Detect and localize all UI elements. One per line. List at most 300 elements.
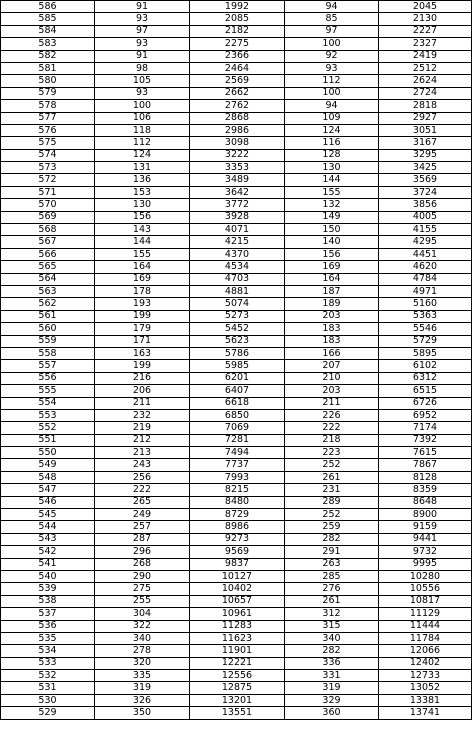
count-b-cell: 276 <box>285 583 379 595</box>
cumulative-b-cell: 12733 <box>379 670 472 682</box>
count-a-cell: 169 <box>95 273 190 285</box>
score-cell: 561 <box>1 310 95 322</box>
count-b-cell: 218 <box>285 434 379 446</box>
score-cell: 531 <box>1 682 95 694</box>
cumulative-b-cell: 2227 <box>379 25 472 37</box>
cumulative-b-cell: 2045 <box>379 1 472 13</box>
count-b-cell: 144 <box>285 174 379 186</box>
cumulative-a-cell: 6201 <box>190 372 285 384</box>
count-a-cell: 320 <box>95 657 190 669</box>
cumulative-b-cell: 2624 <box>379 75 472 87</box>
cumulative-b-cell: 9441 <box>379 533 472 545</box>
count-a-cell: 143 <box>95 224 190 236</box>
cumulative-a-cell: 1992 <box>190 1 285 13</box>
count-b-cell: 156 <box>285 248 379 260</box>
cumulative-b-cell: 13741 <box>379 707 472 719</box>
table-row <box>1 682 472 694</box>
cumulative-a-cell: 4534 <box>190 261 285 273</box>
score-cell: 572 <box>1 174 95 186</box>
score-cell: 536 <box>1 620 95 632</box>
score-cell: 583 <box>1 38 95 50</box>
count-b-cell: 259 <box>285 521 379 533</box>
cumulative-b-cell: 5895 <box>379 347 472 359</box>
table-row <box>1 434 472 446</box>
table-row <box>1 310 472 322</box>
table-row <box>1 496 472 508</box>
count-b-cell: 149 <box>285 211 379 223</box>
cumulative-b-cell: 7615 <box>379 447 472 459</box>
count-b-cell: 94 <box>285 1 379 13</box>
count-b-cell: 331 <box>285 670 379 682</box>
count-a-cell: 171 <box>95 335 190 347</box>
count-a-cell: 257 <box>95 521 190 533</box>
score-cell: 569 <box>1 211 95 223</box>
count-a-cell: 136 <box>95 174 190 186</box>
cumulative-b-cell: 9995 <box>379 558 472 570</box>
count-a-cell: 124 <box>95 149 190 161</box>
score-cell: 567 <box>1 236 95 248</box>
cumulative-b-cell: 6726 <box>379 397 472 409</box>
count-b-cell: 116 <box>285 137 379 149</box>
table-row <box>1 471 472 483</box>
count-b-cell: 183 <box>285 323 379 335</box>
cumulative-b-cell: 10280 <box>379 570 472 582</box>
score-cell: 538 <box>1 595 95 607</box>
cumulative-a-cell: 5452 <box>190 323 285 335</box>
table-row <box>1 360 472 372</box>
count-b-cell: 210 <box>285 372 379 384</box>
score-cell: 553 <box>1 409 95 421</box>
cumulative-a-cell: 7069 <box>190 422 285 434</box>
table-row <box>1 13 472 25</box>
score-cell: 562 <box>1 298 95 310</box>
count-a-cell: 340 <box>95 632 190 644</box>
cumulative-a-cell: 5985 <box>190 360 285 372</box>
count-a-cell: 105 <box>95 75 190 87</box>
count-b-cell: 124 <box>285 124 379 136</box>
cumulative-b-cell: 2512 <box>379 62 472 74</box>
score-cell: 533 <box>1 657 95 669</box>
score-cell: 546 <box>1 496 95 508</box>
cumulative-b-cell: 5546 <box>379 323 472 335</box>
count-a-cell: 130 <box>95 199 190 211</box>
score-cell: 582 <box>1 50 95 62</box>
cumulative-a-cell: 8986 <box>190 521 285 533</box>
count-a-cell: 213 <box>95 447 190 459</box>
score-cell: 547 <box>1 484 95 496</box>
count-a-cell: 199 <box>95 310 190 322</box>
score-cell: 568 <box>1 224 95 236</box>
cumulative-b-cell: 8900 <box>379 509 472 521</box>
cumulative-a-cell: 10127 <box>190 570 285 582</box>
count-b-cell: 164 <box>285 273 379 285</box>
count-b-cell: 319 <box>285 682 379 694</box>
count-b-cell: 282 <box>285 533 379 545</box>
cumulative-a-cell: 10402 <box>190 583 285 595</box>
cumulative-b-cell: 4971 <box>379 285 472 297</box>
cumulative-a-cell: 7737 <box>190 459 285 471</box>
count-b-cell: 85 <box>285 13 379 25</box>
count-a-cell: 304 <box>95 608 190 620</box>
table-row <box>1 546 472 558</box>
count-b-cell: 203 <box>285 310 379 322</box>
cumulative-a-cell: 6618 <box>190 397 285 409</box>
cumulative-a-cell: 5074 <box>190 298 285 310</box>
table-row <box>1 38 472 50</box>
cumulative-b-cell: 8648 <box>379 496 472 508</box>
score-cell: 535 <box>1 632 95 644</box>
cumulative-b-cell: 12066 <box>379 645 472 657</box>
score-cell: 586 <box>1 1 95 13</box>
count-b-cell: 329 <box>285 694 379 706</box>
table-row <box>1 645 472 657</box>
table-row <box>1 459 472 471</box>
count-b-cell: 226 <box>285 409 379 421</box>
cumulative-b-cell: 7392 <box>379 434 472 446</box>
count-a-cell: 222 <box>95 484 190 496</box>
table-row <box>1 409 472 421</box>
count-b-cell: 140 <box>285 236 379 248</box>
cumulative-a-cell: 9837 <box>190 558 285 570</box>
count-b-cell: 109 <box>285 112 379 124</box>
cumulative-b-cell: 7174 <box>379 422 472 434</box>
score-cell: 539 <box>1 583 95 595</box>
count-b-cell: 231 <box>285 484 379 496</box>
cumulative-a-cell: 8215 <box>190 484 285 496</box>
count-a-cell: 153 <box>95 186 190 198</box>
score-cell: 541 <box>1 558 95 570</box>
cumulative-a-cell: 11901 <box>190 645 285 657</box>
table-row <box>1 224 472 236</box>
cumulative-b-cell: 3295 <box>379 149 472 161</box>
count-a-cell: 216 <box>95 372 190 384</box>
cumulative-a-cell: 2986 <box>190 124 285 136</box>
cumulative-b-cell: 6515 <box>379 385 472 397</box>
table-row <box>1 124 472 136</box>
cumulative-a-cell: 3489 <box>190 174 285 186</box>
count-b-cell: 189 <box>285 298 379 310</box>
cumulative-b-cell: 3051 <box>379 124 472 136</box>
count-b-cell: 100 <box>285 87 379 99</box>
cumulative-b-cell: 6952 <box>379 409 472 421</box>
count-b-cell: 166 <box>285 347 379 359</box>
cumulative-b-cell: 12402 <box>379 657 472 669</box>
count-b-cell: 289 <box>285 496 379 508</box>
cumulative-b-cell: 7867 <box>379 459 472 471</box>
table-row <box>1 694 472 706</box>
cumulative-a-cell: 3222 <box>190 149 285 161</box>
score-cell: 554 <box>1 397 95 409</box>
cumulative-b-cell: 5363 <box>379 310 472 322</box>
score-cell: 532 <box>1 670 95 682</box>
count-a-cell: 287 <box>95 533 190 545</box>
cumulative-a-cell: 3928 <box>190 211 285 223</box>
cumulative-b-cell: 8128 <box>379 471 472 483</box>
count-a-cell: 296 <box>95 546 190 558</box>
count-b-cell: 340 <box>285 632 379 644</box>
cumulative-b-cell: 6312 <box>379 372 472 384</box>
table-row <box>1 484 472 496</box>
table-row <box>1 162 472 174</box>
count-a-cell: 219 <box>95 422 190 434</box>
table-row <box>1 211 472 223</box>
score-cell: 571 <box>1 186 95 198</box>
count-b-cell: 222 <box>285 422 379 434</box>
table-row <box>1 137 472 149</box>
score-cell: 545 <box>1 509 95 521</box>
count-b-cell: 203 <box>285 385 379 397</box>
cumulative-b-cell: 2927 <box>379 112 472 124</box>
count-b-cell: 150 <box>285 224 379 236</box>
count-a-cell: 106 <box>95 112 190 124</box>
cumulative-b-cell: 11129 <box>379 608 472 620</box>
score-cell: 543 <box>1 533 95 545</box>
cumulative-a-cell: 2085 <box>190 13 285 25</box>
count-a-cell: 100 <box>95 100 190 112</box>
table-row <box>1 248 472 260</box>
count-b-cell: 282 <box>285 645 379 657</box>
count-a-cell: 322 <box>95 620 190 632</box>
cumulative-a-cell: 9569 <box>190 546 285 558</box>
cumulative-a-cell: 2275 <box>190 38 285 50</box>
cumulative-a-cell: 2662 <box>190 87 285 99</box>
count-b-cell: 155 <box>285 186 379 198</box>
table-row <box>1 558 472 570</box>
table-row <box>1 186 472 198</box>
table-row <box>1 75 472 87</box>
cumulative-b-cell: 5729 <box>379 335 472 347</box>
table-row <box>1 100 472 112</box>
count-a-cell: 268 <box>95 558 190 570</box>
cumulative-a-cell: 11623 <box>190 632 285 644</box>
count-a-cell: 212 <box>95 434 190 446</box>
table-row <box>1 422 472 434</box>
cumulative-a-cell: 2182 <box>190 25 285 37</box>
cumulative-a-cell: 6850 <box>190 409 285 421</box>
cumulative-b-cell: 13381 <box>379 694 472 706</box>
score-cell: 570 <box>1 199 95 211</box>
count-b-cell: 130 <box>285 162 379 174</box>
score-cell: 566 <box>1 248 95 260</box>
cumulative-b-cell: 10556 <box>379 583 472 595</box>
table-row <box>1 632 472 644</box>
count-a-cell: 290 <box>95 570 190 582</box>
count-b-cell: 360 <box>285 707 379 719</box>
cumulative-b-cell: 2724 <box>379 87 472 99</box>
count-a-cell: 211 <box>95 397 190 409</box>
score-cell: 575 <box>1 137 95 149</box>
table-row <box>1 707 472 719</box>
score-cell: 578 <box>1 100 95 112</box>
cumulative-a-cell: 10657 <box>190 595 285 607</box>
table-row <box>1 50 472 62</box>
score-cell: 573 <box>1 162 95 174</box>
table-row <box>1 447 472 459</box>
cumulative-a-cell: 5786 <box>190 347 285 359</box>
cumulative-b-cell: 10817 <box>379 595 472 607</box>
cumulative-a-cell: 3772 <box>190 199 285 211</box>
score-cell: 556 <box>1 372 95 384</box>
cumulative-a-cell: 7281 <box>190 434 285 446</box>
cumulative-b-cell: 6102 <box>379 360 472 372</box>
count-a-cell: 118 <box>95 124 190 136</box>
count-b-cell: 315 <box>285 620 379 632</box>
cumulative-a-cell: 7993 <box>190 471 285 483</box>
cumulative-a-cell: 12875 <box>190 682 285 694</box>
table-row <box>1 323 472 335</box>
count-b-cell: 183 <box>285 335 379 347</box>
cumulative-a-cell: 7494 <box>190 447 285 459</box>
count-b-cell: 132 <box>285 199 379 211</box>
table-row <box>1 657 472 669</box>
count-a-cell: 97 <box>95 25 190 37</box>
count-a-cell: 91 <box>95 1 190 13</box>
table-row <box>1 25 472 37</box>
cumulative-b-cell: 4784 <box>379 273 472 285</box>
table-row <box>1 583 472 595</box>
cumulative-a-cell: 2762 <box>190 100 285 112</box>
cumulative-b-cell: 4005 <box>379 211 472 223</box>
count-a-cell: 249 <box>95 509 190 521</box>
count-b-cell: 187 <box>285 285 379 297</box>
count-b-cell: 285 <box>285 570 379 582</box>
cumulative-b-cell: 3724 <box>379 186 472 198</box>
count-b-cell: 94 <box>285 100 379 112</box>
score-cell: 540 <box>1 570 95 582</box>
count-b-cell: 261 <box>285 471 379 483</box>
score-cell: 555 <box>1 385 95 397</box>
count-b-cell: 223 <box>285 447 379 459</box>
cumulative-a-cell: 2366 <box>190 50 285 62</box>
cumulative-a-cell: 9273 <box>190 533 285 545</box>
cumulative-b-cell: 11784 <box>379 632 472 644</box>
table-row <box>1 112 472 124</box>
count-b-cell: 92 <box>285 50 379 62</box>
count-a-cell: 155 <box>95 248 190 260</box>
table-row <box>1 595 472 607</box>
count-a-cell: 91 <box>95 50 190 62</box>
count-a-cell: 206 <box>95 385 190 397</box>
cumulative-a-cell: 2868 <box>190 112 285 124</box>
cumulative-a-cell: 11283 <box>190 620 285 632</box>
count-a-cell: 255 <box>95 595 190 607</box>
cumulative-a-cell: 10961 <box>190 608 285 620</box>
cumulative-b-cell: 13052 <box>379 682 472 694</box>
table-row <box>1 372 472 384</box>
table-row <box>1 509 472 521</box>
score-cell: 581 <box>1 62 95 74</box>
score-cell: 530 <box>1 694 95 706</box>
count-b-cell: 112 <box>285 75 379 87</box>
cumulative-a-cell: 4071 <box>190 224 285 236</box>
score-cell: 576 <box>1 124 95 136</box>
table-row <box>1 261 472 273</box>
table-row <box>1 335 472 347</box>
table-row <box>1 385 472 397</box>
table-row <box>1 397 472 409</box>
count-a-cell: 319 <box>95 682 190 694</box>
cumulative-b-cell: 4155 <box>379 224 472 236</box>
count-b-cell: 261 <box>285 595 379 607</box>
count-b-cell: 100 <box>285 38 379 50</box>
cumulative-a-cell: 4703 <box>190 273 285 285</box>
score-cell: 579 <box>1 87 95 99</box>
count-b-cell: 291 <box>285 546 379 558</box>
score-cell: 577 <box>1 112 95 124</box>
score-cell: 584 <box>1 25 95 37</box>
table-body <box>1 1 472 720</box>
count-a-cell: 265 <box>95 496 190 508</box>
cumulative-a-cell: 8480 <box>190 496 285 508</box>
count-a-cell: 335 <box>95 670 190 682</box>
count-a-cell: 243 <box>95 459 190 471</box>
score-cell: 537 <box>1 608 95 620</box>
score-cell: 574 <box>1 149 95 161</box>
score-cell: 565 <box>1 261 95 273</box>
cumulative-b-cell: 9159 <box>379 521 472 533</box>
table-row <box>1 608 472 620</box>
score-cell: 550 <box>1 447 95 459</box>
cumulative-b-cell: 2327 <box>379 38 472 50</box>
table-row <box>1 149 472 161</box>
count-b-cell: 211 <box>285 397 379 409</box>
score-cell: 534 <box>1 645 95 657</box>
count-a-cell: 93 <box>95 38 190 50</box>
count-a-cell: 144 <box>95 236 190 248</box>
cumulative-b-cell: 11444 <box>379 620 472 632</box>
cumulative-b-cell: 2130 <box>379 13 472 25</box>
cumulative-a-cell: 5623 <box>190 335 285 347</box>
table-row <box>1 533 472 545</box>
count-b-cell: 252 <box>285 459 379 471</box>
cumulative-a-cell: 4370 <box>190 248 285 260</box>
count-a-cell: 199 <box>95 360 190 372</box>
table-row <box>1 347 472 359</box>
cumulative-b-cell: 3167 <box>379 137 472 149</box>
count-a-cell: 178 <box>95 285 190 297</box>
cumulative-a-cell: 12221 <box>190 657 285 669</box>
score-cell: 580 <box>1 75 95 87</box>
cumulative-b-cell: 2419 <box>379 50 472 62</box>
count-a-cell: 350 <box>95 707 190 719</box>
cumulative-b-cell: 3856 <box>379 199 472 211</box>
cumulative-a-cell: 8729 <box>190 509 285 521</box>
count-a-cell: 112 <box>95 137 190 149</box>
cumulative-a-cell: 3098 <box>190 137 285 149</box>
cumulative-a-cell: 4881 <box>190 285 285 297</box>
score-cell: 563 <box>1 285 95 297</box>
cumulative-b-cell: 4620 <box>379 261 472 273</box>
count-a-cell: 275 <box>95 583 190 595</box>
count-b-cell: 169 <box>285 261 379 273</box>
score-cell: 529 <box>1 707 95 719</box>
count-a-cell: 163 <box>95 347 190 359</box>
cumulative-a-cell: 3353 <box>190 162 285 174</box>
cumulative-a-cell: 2464 <box>190 62 285 74</box>
table-row <box>1 174 472 186</box>
cumulative-b-cell: 4451 <box>379 248 472 260</box>
cumulative-a-cell: 5273 <box>190 310 285 322</box>
count-b-cell: 97 <box>285 25 379 37</box>
table-row <box>1 62 472 74</box>
count-a-cell: 232 <box>95 409 190 421</box>
count-a-cell: 156 <box>95 211 190 223</box>
table-row <box>1 273 472 285</box>
table-row <box>1 87 472 99</box>
cumulative-b-cell: 3425 <box>379 162 472 174</box>
score-cell: 548 <box>1 471 95 483</box>
count-a-cell: 93 <box>95 87 190 99</box>
